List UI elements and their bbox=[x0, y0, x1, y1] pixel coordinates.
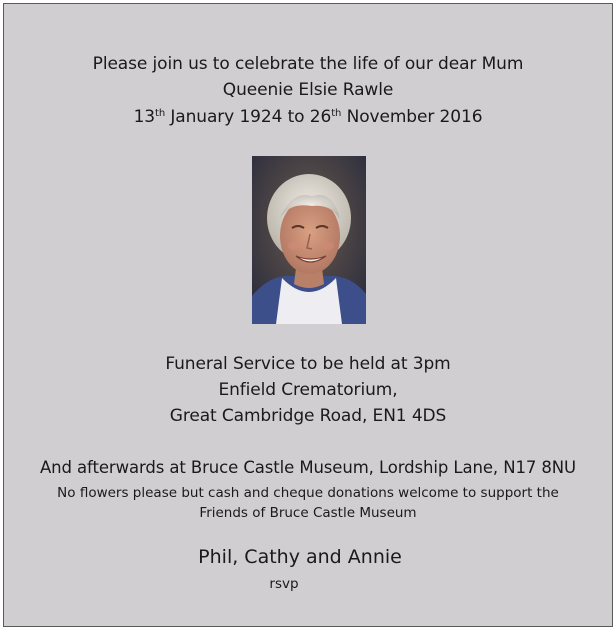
donation-recipient: Friends of Bruce Castle Museum bbox=[199, 505, 417, 521]
birth-day: 13 bbox=[133, 107, 156, 127]
portrait-photo bbox=[252, 156, 366, 324]
death-day: 26 bbox=[309, 107, 332, 127]
death-suffix: th bbox=[331, 108, 342, 119]
death-rest: November 2016 bbox=[341, 107, 483, 127]
birth-rest: January 1924 to bbox=[165, 107, 310, 127]
family-signoff: Phil, Cathy and Annie bbox=[198, 546, 402, 568]
deceased-name: Queenie Elsie Rawle bbox=[222, 80, 394, 100]
service-venue: Enfield Crematorium, bbox=[218, 380, 398, 400]
afterwards-line: And afterwards at Bruce Castle Museum, Lordship Lane, N17 8NU bbox=[39, 458, 577, 477]
birth-suffix: th bbox=[155, 108, 166, 119]
service-time: Funeral Service to be held at 3pm bbox=[165, 354, 451, 374]
intro-text: Please join us to celebrate the life of our dear Mum bbox=[92, 54, 524, 74]
rsvp-text: rsvp bbox=[269, 576, 299, 592]
life-dates bbox=[4, 107, 612, 127]
donation-note: No flowers please but cash and cheque donations welcome to support the bbox=[57, 485, 559, 501]
service-address: Great Cambridge Road, EN1 4DS bbox=[169, 406, 447, 426]
invitation-card bbox=[3, 3, 613, 627]
portrait-icon bbox=[252, 156, 366, 324]
